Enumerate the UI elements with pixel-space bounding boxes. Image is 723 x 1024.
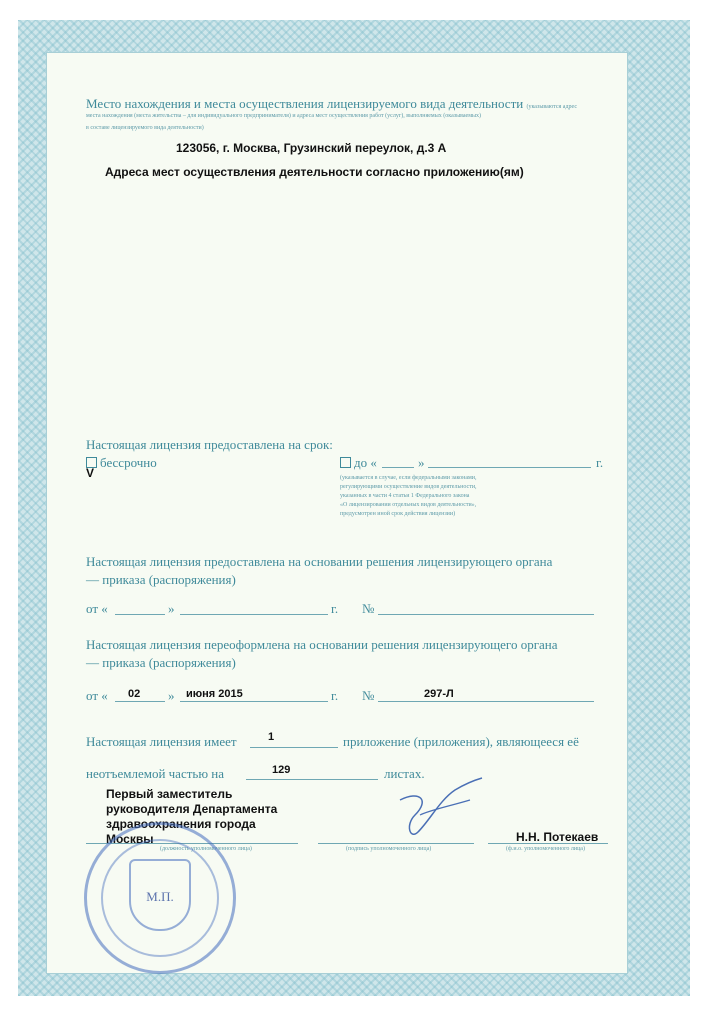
reissue-year-suffix: г. <box>331 688 339 703</box>
appendix-sheets-line <box>246 779 378 780</box>
name-line <box>488 843 608 844</box>
signature-scribble <box>360 770 490 850</box>
appendix-line2-suffix: листах. <box>384 766 425 781</box>
term-note-1: (указывается в случае, если федеральными законами, <box>340 475 477 481</box>
signature-line <box>318 843 474 844</box>
reissue-number-line <box>378 701 594 702</box>
reissue-from-prefix: от « <box>86 688 108 703</box>
stamp-label: М.П. <box>146 889 174 904</box>
term-until-option: до « <box>340 455 377 471</box>
check-mark: V <box>86 466 95 480</box>
position-line2: руководителя Департамента <box>106 802 278 816</box>
basis-year-suffix: г. <box>331 601 339 616</box>
header-note-line2: места нахождения (места жительства – для индивидуального предпринимателя) и адреса мест осуществления работ (услуг), выполняемых (оказываемых) <box>86 113 482 119</box>
basis-line2: — приказа (распоряжения) <box>86 572 236 587</box>
appendix-suffix: приложение (приложения), являющееся её <box>343 734 579 749</box>
basis-from-mid: » <box>168 601 175 616</box>
header-note-line3: в составе лицензируемого вида деятельности) <box>86 125 204 131</box>
signer-name: Н.Н. Потекаев <box>516 830 599 844</box>
basis-number-label: № <box>362 601 375 616</box>
basis-from-prefix: от « <box>86 601 108 616</box>
appendix-count-line <box>250 747 338 748</box>
term-note-3: указанных в части 4 статьи 1 Федерального закона <box>340 493 470 499</box>
header-title-note: (указываются адрес <box>526 104 577 110</box>
until-mid: » <box>418 455 425 470</box>
header-title: Место нахождения и места осуществления лицензируемого вида деятельности (указываются адрес <box>86 96 577 111</box>
basis-number-line <box>378 614 594 615</box>
caption-signature: (подпись уполномоченного лица) <box>346 846 432 852</box>
position-line3: здравоохранения города <box>106 817 256 831</box>
reissue-day: 02 <box>128 688 141 700</box>
until-year-suffix: г. <box>596 455 604 470</box>
until-checkbox <box>340 457 351 468</box>
appendix-sheets: 129 <box>272 764 291 776</box>
caption-position: (должность уполномоченного лица) <box>160 846 252 852</box>
until-day-line <box>382 467 414 468</box>
appendix-line2-prefix: неотъемлемой частью на <box>86 766 225 781</box>
basis-month-line <box>180 614 328 615</box>
reissue-number-label: № <box>362 688 375 703</box>
basis-line1: Настоящая лицензия предоставлена на основании решения лицензирующего органа <box>86 554 553 569</box>
official-stamp <box>84 822 236 974</box>
appendix-prefix: Настоящая лицензия имеет <box>86 734 237 749</box>
appendix-count: 1 <box>268 731 275 743</box>
reissue-number: 297-Л <box>424 688 454 700</box>
term-label: Настоящая лицензия предоставлена на срок: <box>86 437 333 452</box>
reissue-month-year: июня 2015 <box>186 688 243 700</box>
until-month-line <box>428 467 591 468</box>
term-indefinite-option: бессрочно <box>86 455 157 471</box>
basis-day-line <box>115 614 165 615</box>
caption-name: (ф.и.о. уполномоченного лица) <box>506 846 585 852</box>
reissue-month-line <box>180 701 328 702</box>
term-note-2: регулирующими осуществление видов деятельности, <box>340 484 477 490</box>
term-note-4: «О лицензировании отдельных видов деятельности», <box>340 502 477 508</box>
address: 123056, г. Москва, Грузинский переулок, д.3 А <box>176 141 447 155</box>
reissue-from-mid: » <box>168 688 175 703</box>
reissue-day-line <box>115 701 165 702</box>
position-line1: Первый заместитель <box>106 787 233 801</box>
term-note-5: предусмотрен иной срок действия лицензии) <box>340 511 456 517</box>
places-note: Адреса мест осуществления деятельности согласно приложению(ям) <box>105 165 524 179</box>
position-line4: Москвы <box>106 832 154 846</box>
reissue-line1: Настоящая лицензия переоформлена на основании решения лицензирующего органа <box>86 637 558 652</box>
reissue-line2: — приказа (распоряжения) <box>86 655 236 670</box>
